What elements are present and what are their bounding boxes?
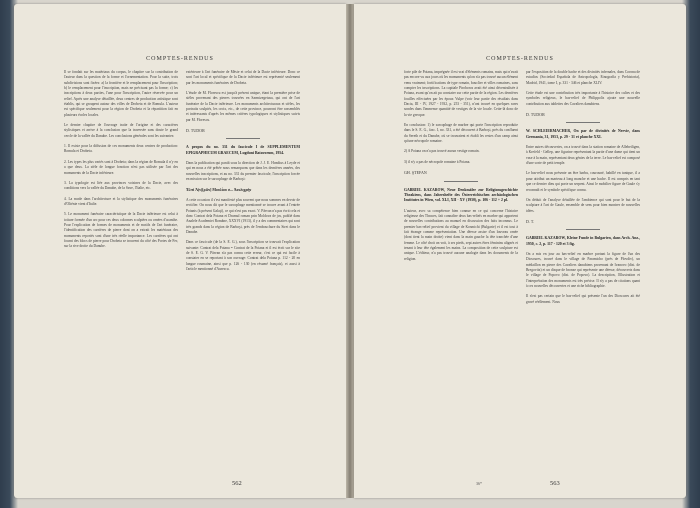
paragraph xyxy=(64,181,178,192)
text-columns xyxy=(404,70,640,456)
review-heading xyxy=(526,129,640,140)
sheet-mark: 36* xyxy=(476,481,482,486)
paragraph xyxy=(526,70,640,86)
column-2 xyxy=(186,70,300,456)
review-heading xyxy=(186,188,300,193)
paragraph-text: Entre autres découvertes, on a trouvé dans la station romaine de Alleheiligen, à Krefeld - Gellep, une figurine représentant la partie d'une dame qui tient un vase à la main, représentant deux génies de la terre. Le bas-relief est composé d'une sorte de petit temple. xyxy=(526,145,640,166)
review-heading-text: W. SCHLEIERMACHER, On par de divinités de Nervie, dans Germania, 31, 1953, p. 29 - 31 et planche XXI. xyxy=(526,129,640,139)
paragraph xyxy=(526,171,640,192)
right-page xyxy=(354,4,686,498)
column-2 xyxy=(526,70,640,456)
paragraph xyxy=(64,212,178,249)
book-gutter xyxy=(346,4,354,498)
review-signature xyxy=(526,112,640,124)
review-heading-text: GABRIEL KAZAROW, Kleine Funde in Bulgarien, dans Arch. Anz., 1950, c. 2, p. 117 - 120 et 3 fig. xyxy=(526,236,640,246)
text-columns xyxy=(64,70,300,456)
paragraph-text: 1. Il existe pour la diffusion de ces monuments deux centres de production: Romula et Drobeta. xyxy=(64,144,178,154)
page-number: 562 xyxy=(232,480,242,487)
column-1 xyxy=(404,70,518,456)
paragraph-text: par l'exposition de la double hache et des divinités infernales, dans Corona de estudios (Sociedad Española de Antropología, Etnografía y Prehistoria), Madrid, 1941, tome I, p. 331 - 346 et planche XLIV. xyxy=(526,70,640,85)
review-signature xyxy=(404,170,518,182)
paragraph xyxy=(64,123,178,139)
paragraph xyxy=(526,294,640,305)
paragraph-text: 3. La typologie est liée aux provinces voisines de la Dacie, avec des conditions vers la vallée du Danube, de la Save, l'Italie, etc. xyxy=(64,180,178,191)
paragraph xyxy=(404,209,518,262)
paragraph xyxy=(186,198,300,235)
section-rule xyxy=(526,120,640,124)
paragraph-text: Le dernier chapitre de l'ouvrage traite de l'origine et des caractères stylistiques et arrive à la conclusion que la traversée sans doute le grand cercle de la vallée du Danube. Les conclusions générales sont les suivantes: xyxy=(64,123,178,138)
paragraph-text: forte pile de Poiana, imprégnée il est vrai d'éléments romains, mais qui n'avait pas encore vu aux jours où les monuments qu'on n'a pas trouvé aucun élément venu vraiment; fortifications de type romain, bouclier et villes romaines, sans compter les inscriptions. La capitale Piroboros avait été ainsi décentralisée à Poiana, avant qu'on ait pu constater sur cette partie de la région. Les dernières fouilles effectuées par les époux Vulpe (voir leur partie des résultats dans Dacia, III - IV, 1927 - 1932, p. 253 - 351), n'ont trouvé en quelques rares sondes dans l'immense quantité de vestiges de la vie locale. Cette-là donc de la vie grecque. xyxy=(404,70,518,117)
section-rule xyxy=(404,179,518,183)
paragraph-text: L'étude de M. Florescu est jusqu'à présent unique, étant la première prise de stèles provenant des pierres trouvées en Sarmizegetusa, qui ont de l'art funéraire de la Dacie inférieure. Les monuments architecturaux et stèles, les portraits sculptés, les croix, etc., de cette province, pourront être rassemblés et intéressants d'après les mêmes critères typologiques et stylistiques suivis par M. Florescu. xyxy=(186,91,300,122)
running-head: COMPTES-RENDUS xyxy=(486,56,554,62)
review-heading-text: Ἑλπὶ Ἀ(ν)[ρῶν] Μουλίου σ... Ἀουλιχρήν xyxy=(186,187,252,192)
paragraph-text: 3) il n'y a pas de nécropole romaine à Poiana. xyxy=(404,159,471,164)
review-heading xyxy=(526,236,640,247)
review-heading xyxy=(186,145,300,156)
paragraph-text: Dans ce fascicule (de la S. E. G.), sous l'inscription se trouvait l'explication suivante: Contrat dela Poiana = Contrat de la Poiana et il est écrit sur le site de S. E. G. V. Pârvan n'a pas connu cette erreur, c'est ce qui est facile à constater en se reportant à son ouvrage: Contrat dela Poiana p. 112 - 20 en langue roumaine, ainsi que p. 126 - 130 (en résumé français), et aussi à l'article mentionné d'Aurescu. xyxy=(186,240,300,271)
column-1 xyxy=(64,70,178,456)
paragraph xyxy=(186,161,300,182)
signature-text: D. T. xyxy=(526,218,535,224)
review-signature xyxy=(526,219,640,231)
paragraph-text: Il se fondait sur les matériaux du corpus, le chapitre sur la contribution de l'auteur dans la question de la forme et l'ornementation. Pour la suite, trois subdivisions sont fixées: a) la frontière et le remplacement pour l'inscription; b) le remplacement pour l'inscription, mais ne précisant pas la forme; c) les inscriptions à deux parties, l'une pour l'inscription, l'autre réservée pour un relief. Après une analyse détaillée, deux centres de production artistique sont établis, qui se groupent autour des villes de Drobeta et de Romula. L'auteur est spécifique seulement pour la région de Drobeta et la répartition fait en plusieurs écoles locales. xyxy=(64,70,178,117)
paragraph xyxy=(64,160,178,176)
section-rule xyxy=(186,136,300,140)
paragraph xyxy=(64,197,178,208)
paragraph xyxy=(186,91,300,123)
paragraph xyxy=(404,123,518,144)
paragraph xyxy=(526,252,640,289)
review-heading-text: A propos du no. 331 du fascicule I de SUPPLEMENTUM EPIGRAPHICUM GRAECUM, Lugduni Batavorum, 1954. xyxy=(186,145,300,155)
section-rule xyxy=(526,227,640,231)
paragraph-text: 4. La mode dans l'architecture et la stylistique des monuments funéraires d'Olténie vient d'Italie. xyxy=(64,196,178,206)
paragraph-text: Dans la publication qui paraît sous la direction de J. J. E. Hondius à Leyde et qui en nous a été prêtée nous remarquons que dans les dernières années, des nouvelles inscriptions, et au no. 331 du premier fascicule, l'inscription forcée en mission sur le sarcophage de Barboşi: xyxy=(186,161,300,182)
paragraph-text: A cette occasion il s'est manifesté plus souvent que nous sommes en devoir de rectifier. On nous dit que le sarcophage mentionné se trouve avant à l'entrée Poianis (à présent Galaţi), ce qui n'est pas exact. V. Pârvan n'a pas écrit cela et donc Contrat dela Poiana et Drumul roman prin Moldova de jos, publié dans Analele Academiei Române, XXXVI (1913), il y a des commentaires qui sont très grands dans la région de Barboşi, près de l'embouchure du Siret dans le Danube. xyxy=(186,197,300,234)
paragraph xyxy=(404,160,518,165)
paragraph-text: Il n'est pas certain que le bas-relief qui présente l'un des Dioscures ait été gravé réellement. Nous xyxy=(526,294,640,304)
running-head: COMPTES-RENDUS xyxy=(146,56,214,62)
review-signature xyxy=(186,128,300,140)
paragraph-text: Le bas-relief nous présente un être barbu, courouné, habillé en tunique, il a pour attribut un marteau à long manche et une hache. Il est compris en tant que ce dernier dieu qui porte un serpent. Ainsi le mobilier figure de Gaule s'y reconnaît et le symbole spécifique connu. xyxy=(526,171,640,192)
signature-text: D. TUDOR xyxy=(186,128,205,134)
review-heading xyxy=(404,188,518,204)
paragraph xyxy=(64,144,178,155)
review-heading-text: GABRIEL KAZAROW, Neue Denkmäler zur Religionsgeschichte Thrakiens, dans Jahreshefte des Österreichischen archäologischen Institutes in Wien, vol. XLI, XII - XV (1950), p. 106 - 112 + 2 pl. xyxy=(404,187,518,203)
page-number: 563 xyxy=(550,480,560,487)
signature-text: D. TUDOR xyxy=(526,112,545,118)
paragraph xyxy=(186,70,300,86)
paragraph xyxy=(526,91,640,107)
paragraph xyxy=(186,240,300,272)
paragraph-text: Cette étude est une contribution très importante à l'histoire des cultes et des symboles religieux, le bas-relief de Philippolis ajoute une nouvelle contribution aux tablettes des Cavaliers danubiens. xyxy=(526,91,640,106)
signature-text: GH. ŞTEFAN xyxy=(404,170,427,176)
paragraph xyxy=(404,70,518,118)
paragraph xyxy=(404,149,518,154)
left-page xyxy=(14,4,346,498)
paragraph-text: L'auteur, avec sa compétence bien connue en ce qui concerne l'histoire religieuse des Thraces, fait connaître deux bas-reliefs en marbre qui apportent de nouvelles contributions au manuel en discussion des faits inconnus. Le premier bas-relief provient du village de Kosmichi (Bulgarie) et il est tout à fait étrange comme représentation. Une déesse assise d'un louveau ornée (dont tient la main droite) vient dans la main gauche la tête tranchée d'une femme. Le côté droit on voit, à ses pieds, sept autres êtres féminins alignés et tenant à leur tête également les mains. La composition de cette sculpture est unique. L'éditeur, n'a pas trouvé aucune analogie dans les documents de la religion. xyxy=(404,208,518,261)
paragraph-text: 5. Le monument funéraire caractéristique de la Dacie inférieure est celui à toiture formée d'un arc pour ces deux colonnes sculptées ou ornées d'acanthe. Pour l'explication de formes de monuments et de motifs de l'art funéraire, l'identification des carrières de pierre dont on a extrait les matériaux des monuments reportés sont d'une très réelle importance. Les carrières qui ont fourni des blocs de pierre pour Drobeta se trouvent du côté des Portes de Fer, sur la rive droite du Danube. xyxy=(64,212,178,249)
paragraph xyxy=(526,198,640,214)
paragraph xyxy=(64,70,178,118)
paragraph xyxy=(526,145,640,166)
paragraph-text: 2) A Poiana on n'a pas trouvé aucun vestige romain. xyxy=(404,149,480,154)
paragraph-text: extérieure à l'art funéraire de Mésie et celui de la Dacie inférieure. Donc ce sont l'art local et spécifique de la Dacie inférieure est représenté seulement par les monuments funéraires de Drobeta. xyxy=(186,70,300,85)
paragraph-text: En conclusion: 1) le sarcophage de marbre qui porte l'inscription reproduite dans le S. E. G., fasc. I, no. 331, a été découvert à Barboşi, près du confluent du Sereth et du Danube, où se trouvaient et établi les restes d'un camp ainsi qu'une nécropole romaine. xyxy=(404,123,518,144)
paragraph-text: 2. Les types les plus variés sont à Drobeta; dans la région de Romula il n'y en a que deux. La stèle de longue fonction n'est pas utilisée par l'art des monuments de la Dacie inférieure. xyxy=(64,159,178,175)
paragraph-text: On a mis en jour au bas-relief en marbre portant la figure de l'un des Dioscures, trouvé dans le village de Paramicho (près de Plovdiv), un médaillon en pierre des Cavaliers danubiens provenant de Ivanovo (dist. de Bregovitz) et un disque de bronze qui représente une déesse, découverts dans le village de Popovo (dist. de Popovo). La description, l'illustration et l'interprétation des monuments est très précise. Il n'y a pas de citations quant à ces nouvelles découvertes et une riche bibliographie. xyxy=(526,251,640,288)
paragraph-text: On déduit de l'analyse détaillée de l'ambience qui sont pour le but de la sculpture à l'art de Gaule, ensemble de sens pour bien montrer de nouvelles idées. xyxy=(526,197,640,213)
